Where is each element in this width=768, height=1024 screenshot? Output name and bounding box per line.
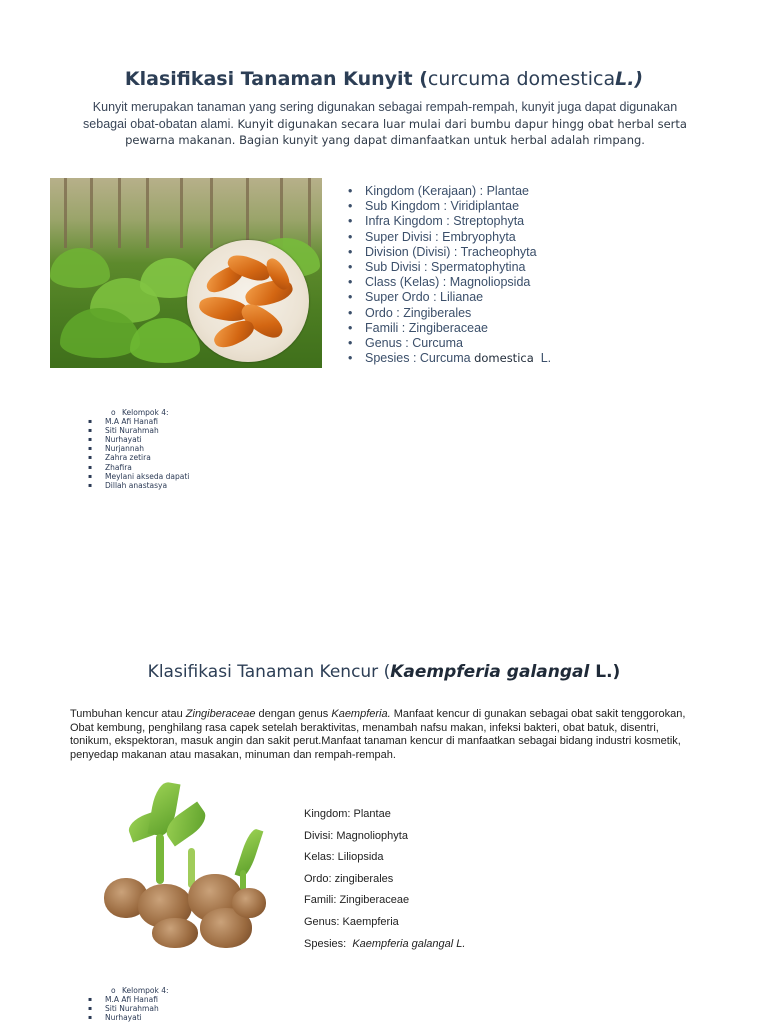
species-prefix: Spesies : Curcuma [365,351,475,366]
rhizome-inset [187,240,309,362]
group-member: ▪ Zhafira [88,463,189,472]
group-marker: o [111,408,116,417]
classification-item: Genus: Kaempferia [304,915,399,928]
classification-item: Kelas: Liliopsida [304,851,384,864]
classification-item: Divisi: Magnoliophyta [304,829,408,842]
group-marker: o [111,986,116,995]
species-name: Kaempferia galangal L. [352,937,466,950]
kunyit-group [88,408,189,490]
kencur-title-main: Klasifikasi Tanaman Kencur ( [147,662,391,682]
desc-text-3: Manfaat kencur di gunakan sebagai obat sakit tenggorokan, Obat kembung, penghilang rasa capek setelah beraktivitas, menambah nafsu makan, infeksi bakteri, obat batuk, disentri, tonikum, ekspektoran, masuk angin dan sakit perut.Manfaat tanaman kencur di manfaatkan sebagai bidang industri kosmetik, penyedap makanan atau masakan, minuman dan rempah-rempah. [70,708,686,761]
classification-item: • Class (Kelas) : Magnoliopsida [348,275,551,290]
group-label: Kelompok 4: [122,408,169,417]
species-name: domestica [474,351,534,366]
classification-item: • Genus : Curcuma [348,336,551,351]
group-heading [88,986,169,995]
group-member: ▪ Nurjannah [88,444,189,453]
kunyit-title-species: curcuma domestica [427,68,616,90]
group-member: ▪ Siti Nurahmah [88,1004,169,1013]
classification-item: • Ordo : Zingiberales [348,306,551,321]
group-heading [88,408,189,417]
group-member: ▪ Nurhayati [88,435,189,444]
classification-item: • Super Ordo : Lilianae [348,290,551,305]
kencur-group [88,986,169,1022]
classification-item: • Infra Kingdom : Streptophyta [348,214,551,229]
kunyit-intro-part2: Kunyit digunakan secara luar mulai dari bumbu dapur hingg obat herbal serta pewarna makanan. Bagian kunyit yang dapat dimanfaatkan untuk herbal adalah rimpang. [125,116,687,147]
kencur-title [0,662,768,682]
classification-item: Kingdom: Plantae [304,808,391,820]
kencur-photo [92,778,272,958]
kencur-description [70,708,702,762]
classification-item: Famili: Zingiberaceae [304,894,410,907]
species-author: L. [533,351,552,366]
kencur-classification-list [304,808,465,959]
desc-text-1: Tumbuhan kencur atau [70,708,186,720]
kunyit-classification-list [348,184,551,366]
group-member: ▪ Siti Nurahmah [88,426,189,435]
group-member: ▪ Meylani akseda dapati [88,472,189,481]
kunyit-intro-part1: Kunyit merupakan tanaman yang sering digunakan sebagai rempah-rempah, kunyit juga dapat digunakan sebagai obat-obatan alami. [83,100,678,131]
classification-item: • Sub Kingdom : Viridiplantae [348,199,551,214]
kunyit-title [0,68,768,90]
kunyit-photo [50,178,322,368]
kunyit-intro [72,99,698,149]
group-member: ▪ Nurhayati [88,1013,169,1022]
kencur-title-author: L.) [589,662,621,682]
group-member: ▪ Zahra zetira [88,453,189,462]
classification-item-species [304,938,465,960]
desc-family: Zingiberaceae [185,708,256,720]
group-member-list [88,417,189,490]
desc-genus: Kaempferia. [331,708,391,720]
kunyit-title-author: L.) [615,68,644,90]
kunyit-title-main: Klasifikasi Tanaman Kunyit [124,68,413,90]
group-member: ▪ M.A Afi Hanafi [88,417,189,426]
classification-item: • Sub Divisi : Spermatophytina [348,260,551,275]
classification-item: Ordo: zingiberales [304,872,394,885]
classification-item: • Super Divisi : Embryophyta [348,230,551,245]
classification-item: • Division (Divisi) : Tracheophyta [348,245,551,260]
classification-item-species [348,351,551,366]
kencur-title-species: Kaempferia galangal [390,662,590,682]
species-prefix: Spesies: [304,937,353,950]
desc-text-2: dengan genus [255,708,332,720]
group-label: Kelompok 4: [122,986,169,995]
classification-item: • Famili : Zingiberaceae [348,321,551,336]
kunyit-title-paren: ( [412,68,428,90]
group-member-list [88,995,169,1022]
classification-item: • Kingdom (Kerajaan) : Plantae [348,184,551,199]
group-member: ▪ Dillah anastasya [88,481,189,490]
group-member: ▪ M.A Afi Hanafi [88,995,169,1004]
